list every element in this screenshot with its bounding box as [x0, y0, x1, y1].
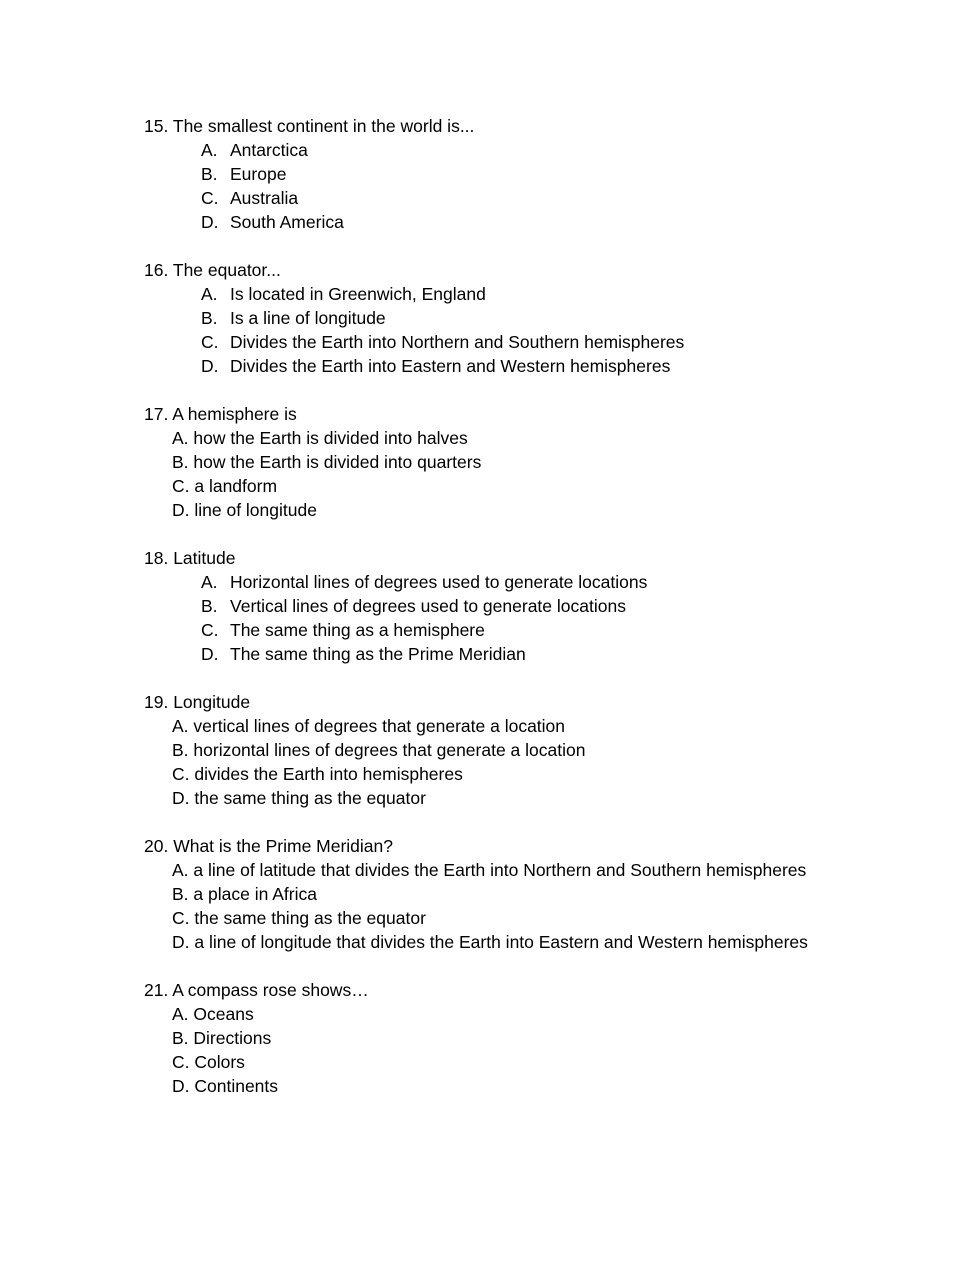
question-number: 18. [144, 548, 169, 568]
option-letter: D. [201, 212, 219, 232]
option-letter: C. [201, 620, 219, 640]
answer-option-c: C. divides the Earth into hemispheres [172, 764, 463, 784]
question-text: A hemisphere is [172, 404, 297, 424]
option-letter: A. [201, 284, 218, 304]
answer-option-c: C. a landform [172, 476, 278, 496]
question-number: 17. [144, 404, 169, 424]
option-letter: C. [201, 188, 219, 208]
question-text: The equator... [172, 260, 281, 280]
option-letter: D. [201, 356, 219, 376]
answer-option-d [144, 642, 904, 666]
answer-option-a [144, 138, 904, 162]
question-stem [144, 546, 904, 570]
option-letter: B. [201, 164, 218, 184]
question-21 [144, 978, 904, 1098]
answer-option-d: D. the same thing as the equator [172, 788, 426, 808]
option-letter: A. [201, 572, 218, 592]
question-20 [144, 834, 904, 954]
option-letter: C. [201, 332, 219, 352]
option-letter: B. [201, 308, 218, 328]
question-stem [144, 978, 904, 1002]
answer-option-c [144, 186, 904, 210]
answer-option-c: C. the same thing as the equator [172, 908, 426, 928]
option-text: The same thing as a hemisphere [230, 620, 485, 640]
option-text: Australia [230, 188, 299, 208]
option-letter: D. [201, 644, 219, 664]
question-stem [144, 114, 904, 138]
option-text: Vertical lines of degrees used to generate locations [230, 596, 626, 616]
question-stem [144, 690, 904, 714]
question-number: 21. [144, 980, 169, 1000]
question-number: 16. [144, 260, 169, 280]
option-text: Is located in Greenwich, England [230, 284, 486, 304]
question-text: The smallest continent in the world is... [172, 116, 475, 136]
answer-option-c: C. Colors [172, 1052, 245, 1072]
question-text: Latitude [173, 548, 236, 568]
answer-option-a: A. Oceans [172, 1004, 254, 1024]
option-text: Antarctica [230, 140, 308, 160]
question-number: 20. [144, 836, 169, 856]
answer-option-d [144, 354, 904, 378]
question-stem [144, 402, 904, 426]
option-text: Europe [230, 164, 287, 184]
option-text: The same thing as the Prime Meridian [230, 644, 526, 664]
answer-option-a [144, 282, 904, 306]
question-text: A compass rose shows… [172, 980, 369, 1000]
option-letter: B. [201, 596, 218, 616]
option-letter: A. [201, 140, 218, 160]
option-text: Divides the Earth into Eastern and Western hemispheres [230, 356, 671, 376]
question-stem [144, 834, 904, 858]
question-15 [144, 114, 904, 234]
answer-option-d: D. Continents [172, 1076, 279, 1096]
answer-option-b [144, 594, 904, 618]
answer-option-b: B. Directions [172, 1028, 272, 1048]
option-text: South America [230, 212, 344, 232]
option-text: Divides the Earth into Northern and Southern hemispheres [230, 332, 685, 352]
question-text: Longitude [173, 692, 251, 712]
answer-option-d: D. a line of longitude that divides the Earth into Eastern and Western hemispheres [172, 932, 808, 952]
answer-option-b [144, 306, 904, 330]
question-text: What is the Prime Meridian? [173, 836, 394, 856]
question-18 [144, 546, 904, 666]
question-number: 15. [144, 116, 169, 136]
answer-option-b: B. horizontal lines of degrees that generate a location [172, 740, 586, 760]
answer-option-c [144, 618, 904, 642]
question-stem [144, 258, 904, 282]
answer-option-b: B. a place in Africa [172, 884, 317, 904]
option-text: Horizontal lines of degrees used to generate locations [230, 572, 648, 592]
question-17 [144, 402, 904, 522]
option-text: Is a line of longitude [230, 308, 386, 328]
question-number: 19. [144, 692, 169, 712]
answer-option-a: A. a line of latitude that divides the Earth into Northern and Southern hemispheres [172, 860, 807, 880]
answer-option-c [144, 330, 904, 354]
answer-option-a: A. vertical lines of degrees that generate a location [172, 716, 566, 736]
answer-option-b: B. how the Earth is divided into quarters [172, 452, 482, 472]
answer-option-d: D. line of longitude [172, 500, 317, 520]
question-19 [144, 690, 904, 810]
answer-option-a [144, 570, 904, 594]
answer-option-a: A. how the Earth is divided into halves [172, 428, 468, 448]
answer-option-b [144, 162, 904, 186]
answer-option-d [144, 210, 904, 234]
question-16 [144, 258, 904, 378]
